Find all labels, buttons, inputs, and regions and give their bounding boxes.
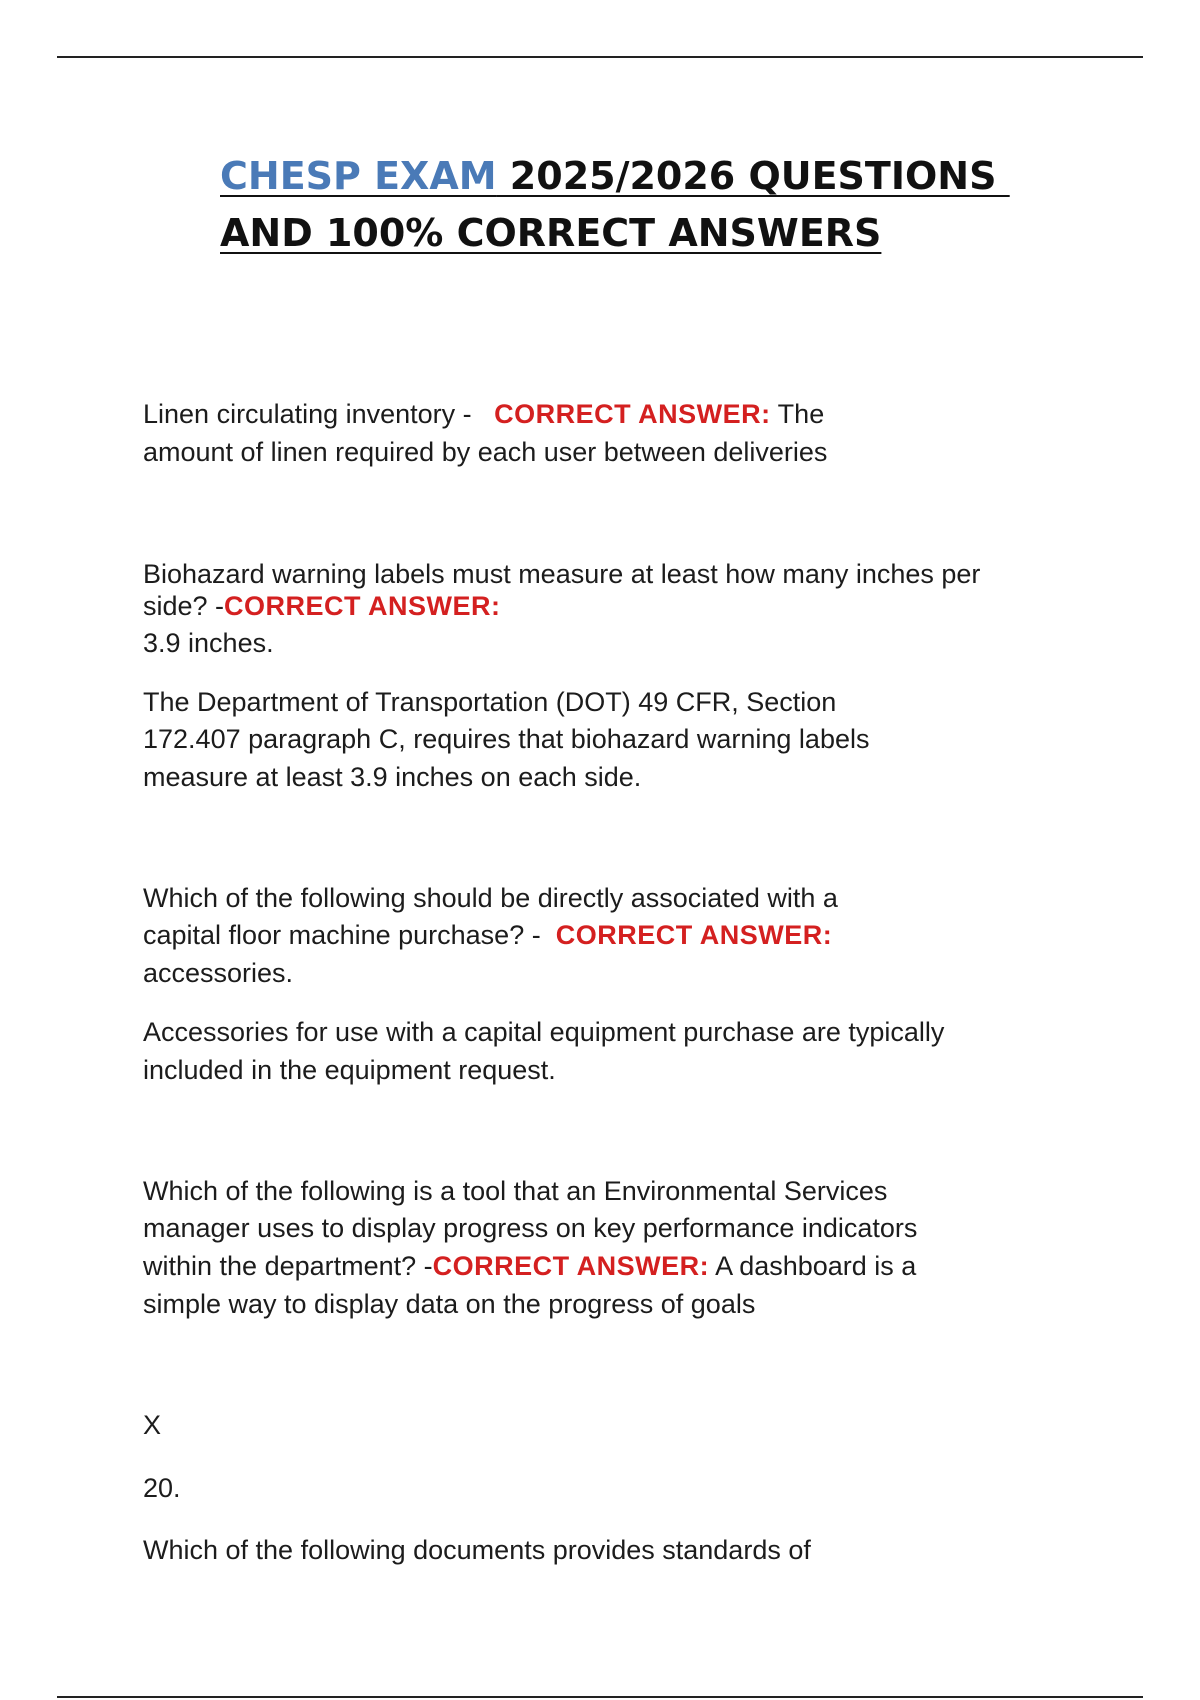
tail-number: 20. <box>143 1473 181 1503</box>
q3-answer: accessories. <box>143 958 294 988</box>
q3-line-1: Which of the following should be directly associated with a <box>143 883 838 913</box>
q1-prefix: Linen circulating inventory - <box>143 399 495 429</box>
q4-prefix: within the department? - <box>143 1251 433 1281</box>
q2-line-1: Biohazard warning labels must measure at least how many inches per <box>143 559 981 589</box>
q3-explain-line-2: included in the equipment request. <box>143 1055 556 1085</box>
q4-answer-text: A dashboard is a <box>709 1251 917 1281</box>
tail-x: X <box>143 1410 162 1440</box>
q2-prefix: side? - <box>143 591 225 621</box>
q1-answer-text: The <box>770 399 825 429</box>
q2-line-2 <box>143 587 1103 625</box>
q1-answer-label: CORRECT ANSWER: <box>494 399 771 429</box>
top-rule <box>57 56 1143 58</box>
q4-line-4: simple way to display data on the progress of goals <box>143 1289 756 1319</box>
q4-answer-label: CORRECT ANSWER: <box>432 1251 710 1281</box>
q4-line-1: Which of the following is a tool that an Environmental Services <box>143 1176 888 1206</box>
q2-answer-label: CORRECT ANSWER: <box>224 591 501 621</box>
q2-explain-line-1: The Department of Transportation (DOT) 49 CFR, Section <box>143 687 837 717</box>
q4-line-2: manager uses to display progress on key performance indicators <box>143 1213 918 1243</box>
title-accent: CHESP EXAM <box>220 154 497 198</box>
q4-line-3 <box>143 1247 1103 1285</box>
q2-explain-line-2: 172.407 paragraph C, requires that biohazard warning labels <box>143 724 870 754</box>
q3-answer-label: CORRECT ANSWER: <box>555 920 833 950</box>
title-rest: 2025/2026 QUESTIONS <box>496 154 1010 198</box>
q3-prefix: capital floor machine purchase? - <box>143 920 556 950</box>
q3-explain-line-1: Accessories for use with a capital equipment purchase are typically <box>143 1017 945 1047</box>
tail-question: Which of the following documents provides standards of <box>143 1535 811 1565</box>
q2-explain-line-3: measure at least 3.9 inches on each side. <box>143 762 642 792</box>
q1-line-2: amount of linen required by each user between deliveries <box>143 437 828 467</box>
title-line-2: AND 100% CORRECT ANSWERS <box>220 211 882 255</box>
document-title <box>220 148 1100 262</box>
q1-line-1 <box>143 395 1103 433</box>
bottom-rule <box>57 1696 1143 1698</box>
q2-answer: 3.9 inches. <box>143 628 274 658</box>
q3-line-2 <box>143 916 1103 954</box>
title-line-1 <box>220 154 1010 198</box>
